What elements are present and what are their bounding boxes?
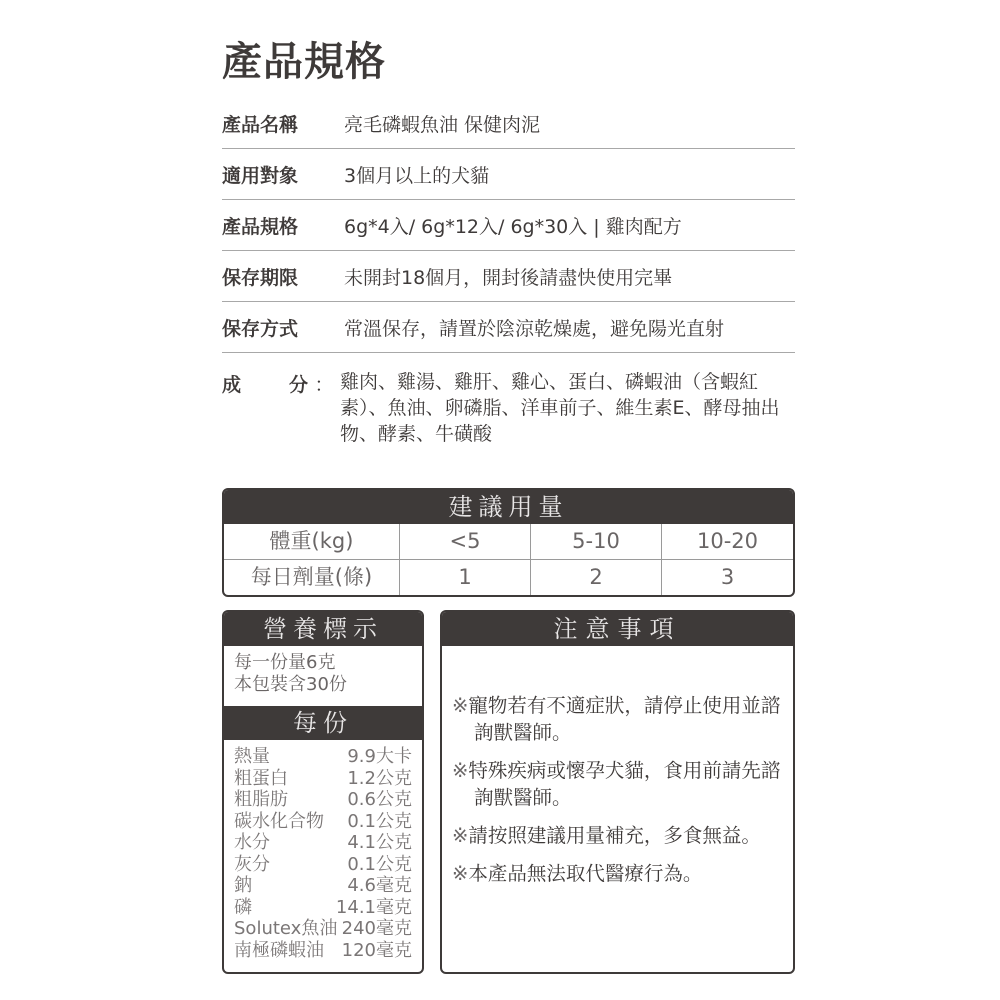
nutrition-panel	[222, 610, 424, 974]
nutrient-name: 南極磷蝦油	[234, 939, 324, 961]
notes-title: 注意事項	[442, 612, 793, 646]
nutrient-name: 灰分	[234, 853, 270, 875]
nutrition-row	[234, 832, 412, 854]
per-serving-header: 每份	[224, 706, 422, 740]
dosage-cell: 5-10	[531, 524, 662, 560]
note-text: 本產品無法取代醫療行為。	[468, 862, 703, 885]
nutrition-title: 營養標示	[224, 612, 422, 646]
nutrient-value: 240毫克	[341, 918, 412, 939]
nutrition-row	[234, 875, 412, 897]
page-title: 產品規格	[222, 39, 386, 85]
ingredients-label-b: 分	[288, 374, 308, 396]
spec-row-target	[222, 149, 795, 200]
spec-value: 未開封18個月，開封後請盡快使用完畢	[344, 266, 673, 289]
nutrient-value: 4.6毫克	[347, 875, 412, 896]
note-item	[452, 692, 783, 746]
dosage-grid	[224, 524, 793, 595]
ingredients	[222, 370, 802, 447]
spec-label: 適用對象	[222, 164, 299, 187]
note-item	[452, 757, 783, 811]
ingredients-value: 雞肉、雞湯、雞肝、雞心、蛋白、磷蝦油（含蝦紅素）、魚油、卵磷脂、洋車前子、維生素E、酵母抽出物、酵素、牛磺酸	[340, 371, 780, 445]
spec-value: 3個月以上的犬貓	[344, 164, 490, 187]
dosage-cell: 1	[400, 560, 531, 595]
reference-mark-icon: ※	[452, 694, 469, 717]
dosage-cell: 10-20	[662, 524, 793, 560]
nutrient-value: 120毫克	[341, 939, 412, 961]
nutrient-name: Solutex魚油	[234, 918, 338, 939]
spec-label: 保存方式	[222, 317, 299, 340]
nutrition-row	[234, 811, 412, 833]
nutrition-row	[234, 789, 412, 811]
nutrition-serving-info	[224, 646, 422, 706]
nutrition-row	[234, 897, 412, 919]
note-text: 寵物若有不適症狀，請停止使用並諮詢獸醫師。	[468, 694, 781, 744]
dosage-title: 建議用量	[224, 490, 793, 524]
nutrition-row	[234, 746, 412, 768]
nutrient-value: 4.1公克	[347, 832, 412, 853]
nutrition-row	[234, 768, 412, 790]
reference-mark-icon: ※	[452, 862, 469, 885]
nutrition-row	[234, 918, 412, 940]
dosage-cell: <5	[400, 524, 531, 560]
reference-mark-icon: ※	[452, 759, 469, 782]
nutrient-value: 0.1公克	[347, 853, 412, 875]
nutrient-name: 碳水化合物	[234, 810, 324, 832]
spec-label: 產品規格	[222, 215, 299, 238]
nutrient-name: 熱量	[234, 746, 270, 767]
nutrition-row	[234, 854, 412, 876]
note-text: 請按照建議用量補充，多食無益。	[468, 824, 761, 847]
spec-label: 產品名稱	[222, 113, 299, 136]
spec-value: 常溫保存，請置於陰涼乾燥處，避免陽光直射	[344, 317, 725, 340]
spec-value: 6g*4入/ 6g*12入/ 6g*30入 | 雞肉配方	[344, 215, 682, 238]
dosage-cell: 3	[720, 565, 735, 589]
ingredients-colon: ：	[314, 374, 334, 396]
ingredients-label	[222, 370, 308, 447]
nutrient-name: 磷	[234, 896, 252, 918]
serving-size: 每一份量6克	[234, 652, 336, 673]
note-item	[452, 860, 783, 887]
dosage-cell: 每日劑量(條)	[224, 560, 400, 595]
dosage-cell: 體重(kg)	[224, 524, 400, 560]
notes-panel	[440, 610, 795, 974]
nutrient-value: 0.1公克	[347, 810, 412, 832]
dosage-table	[222, 488, 795, 597]
nutrient-name: 粗蛋白	[234, 767, 288, 789]
ingredients-label-a: 成	[222, 374, 242, 396]
nutrient-value: 0.6公克	[347, 789, 412, 810]
spec-value: 亮毛磷蝦魚油 保健肉泥	[344, 113, 541, 136]
reference-mark-icon: ※	[452, 824, 469, 847]
dosage-cell: 2	[531, 560, 662, 595]
nutrient-value: 14.1毫克	[335, 896, 412, 918]
spec-row-product-name	[222, 98, 795, 149]
nutrient-name: 水分	[234, 832, 270, 853]
note-text: 特殊疾病或懷孕犬貓，食用前請先諮詢獸醫師。	[468, 759, 781, 809]
spec-row-shelf-life	[222, 251, 795, 302]
spec-row-storage	[222, 302, 795, 353]
nutrition-list	[224, 740, 422, 961]
note-item	[452, 822, 783, 849]
nutrient-name: 粗脂肪	[234, 789, 288, 810]
notes-list	[442, 646, 793, 887]
servings-per-pack: 本包裝含30份	[234, 674, 347, 695]
nutrient-value: 1.2公克	[347, 767, 412, 789]
spec-table	[222, 98, 795, 353]
spec-row-spec	[222, 200, 795, 251]
nutrient-value: 9.9大卡	[347, 746, 412, 767]
spec-label: 保存期限	[222, 266, 299, 289]
nutrition-row	[234, 940, 412, 962]
nutrient-name: 鈉	[234, 875, 252, 896]
